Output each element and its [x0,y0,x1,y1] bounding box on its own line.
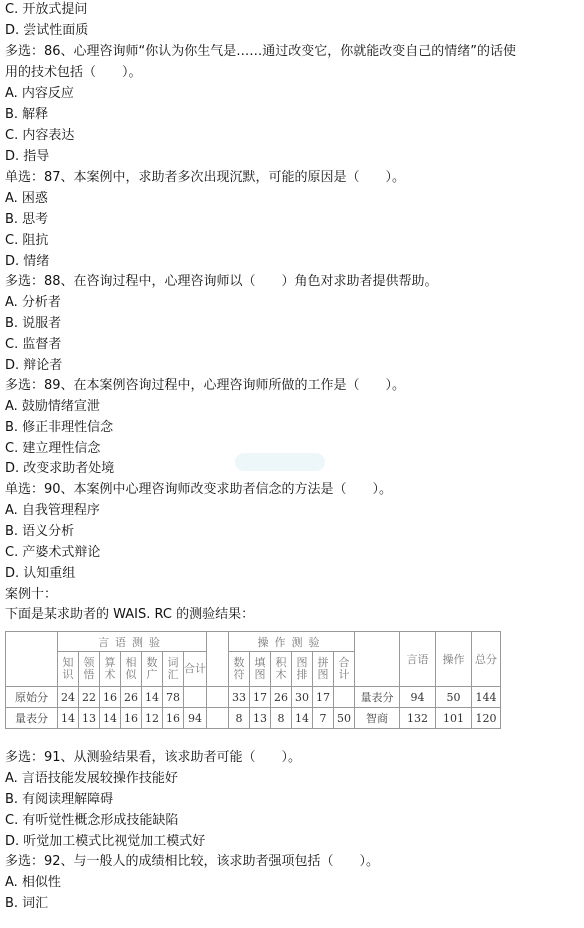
table-cell: 16 [121,708,142,729]
table-cell: 12 [142,708,163,729]
table-cell: 8 [271,708,292,729]
watermark [235,453,325,471]
row-mid-label: 量表分 [355,687,400,708]
iq-head-total: 总分 [472,632,501,687]
option-a: A. 相似性 [5,875,61,890]
header-verbal: 言语测验 [58,632,207,652]
spacer-cell [355,632,400,687]
option-b: B. 词汇 [5,896,49,911]
table-cell: 30 [292,687,313,708]
table-cell: 78 [163,687,184,708]
header-performance: 操作测验 [229,632,355,652]
table-cell: 132 [400,708,436,729]
option-c: C. 内容表达 [5,128,75,143]
table-cell: 13 [250,708,271,729]
subtest-header: 合计 [334,652,355,687]
table-row [6,687,501,708]
table-cell: 7 [313,708,334,729]
case-intro: 下面是某求助者的 WAIS. RC 的测验结果： [5,607,255,622]
spacer-cell [207,687,229,708]
table-cell: 26 [271,687,292,708]
row-label: 量表分 [6,708,58,729]
option-b: B. 有阅读理解障碍 [5,792,114,807]
iq-head-performance: 操作 [436,632,472,687]
case-heading: 案例十： [5,587,58,602]
option-b: B. 思考 [5,212,49,227]
text-line: 用的技术包括（ ）。 [5,65,142,80]
table-cell: 101 [436,708,472,729]
question-90: 单选：90、本案例中心理咨询师改变求助者信念的方法是（ ）。 [5,482,393,497]
option-c: C. 有听觉性概念形成技能缺陷 [5,813,179,828]
subtest-header: 积木 [271,652,292,687]
row-mid-label: 智商 [355,708,400,729]
option-d: D. 改变求助者处境 [5,461,115,476]
question-91: 多选：91、从测验结果看，该求助者可能（ ）。 [5,750,302,765]
option-d: D. 听觉加工模式比视觉加工模式好 [5,834,206,849]
text-line: C. 开放式提问 [5,2,88,17]
table-cell: 13 [79,708,100,729]
table-cell: 16 [163,708,184,729]
table-cell: 33 [229,687,250,708]
iq-head-verbal: 言语 [400,632,436,687]
table-cell: 50 [436,687,472,708]
subtest-header: 合计 [184,652,207,687]
table-cell: 26 [121,687,142,708]
spacer-cell [207,632,229,687]
option-b: B. 语义分析 [5,524,75,539]
option-c: C. 建立理性信念 [5,441,101,456]
table-cell: 144 [472,687,501,708]
table-cell: 14 [58,708,79,729]
option-a: A. 鼓励情绪宣泄 [5,399,100,414]
option-c: C. 监督者 [5,337,62,352]
subtest-header: 词汇 [163,652,184,687]
table-cell: 16 [100,687,121,708]
subtest-header: 数广 [142,652,163,687]
table-cell: 14 [142,687,163,708]
option-a: A. 言语技能发展较操作技能好 [5,771,178,786]
option-c: C. 产婆术式辩论 [5,545,101,560]
table-cell: 14 [100,708,121,729]
subtest-header: 拼图 [313,652,334,687]
table-cell: 24 [58,687,79,708]
subtest-header: 数符 [229,652,250,687]
table-cell: 120 [472,708,501,729]
option-b: B. 说服者 [5,316,62,331]
option-c: C. 阻抗 [5,233,49,248]
option-a: A. 困惑 [5,191,48,206]
table-cell: 94 [400,687,436,708]
question-92: 多选：92、与一般人的成绩相比较，该求助者强项包括（ ）。 [5,854,380,869]
subtest-header: 算术 [100,652,121,687]
table-cell: 17 [250,687,271,708]
option-b: B. 解释 [5,107,49,122]
option-a: A. 自我管理程序 [5,503,100,518]
option-b: B. 修正非理性信念 [5,420,114,435]
question-89: 多选：89、在本案例咨询过程中，心理咨询师所做的工作是（ ）。 [5,378,406,393]
table-cell: 17 [313,687,334,708]
row-label: 原始分 [6,687,58,708]
table-cell: 94 [184,708,207,729]
option-d: D. 辩论者 [5,358,63,373]
table-cell: 8 [229,708,250,729]
subtest-header: 填图 [250,652,271,687]
option-d: D. 情绪 [5,254,50,269]
table-cell [184,687,207,708]
option-a: A. 内容反应 [5,86,74,101]
table-cell [334,687,355,708]
corner-cell [6,632,58,687]
spacer-cell [207,708,229,729]
subtest-header: 相似 [121,652,142,687]
text-line: D. 尝试性面质 [5,23,89,38]
question-86: 多选：86、心理咨询师“你认为你生气是……通过改变它，你就能改变自己的情绪”的话使 [5,44,517,59]
subtest-header: 图排 [292,652,313,687]
option-a: A. 分析者 [5,295,61,310]
question-87: 单选：87、本案例中，求助者多次出现沉默，可能的原因是（ ）。 [5,170,406,185]
table-row [6,708,501,729]
table-cell: 50 [334,708,355,729]
subtest-header: 知识 [58,652,79,687]
table-cell: 14 [292,708,313,729]
subtest-header: 领悟 [79,652,100,687]
table-cell: 22 [79,687,100,708]
option-d: D. 指导 [5,149,50,164]
question-88: 多选：88、在咨询过程中，心理咨询师以（ ）角色对求助者提供帮助。 [5,274,438,289]
option-d: D. 认知重组 [5,566,76,581]
wais-results-table [5,631,501,729]
